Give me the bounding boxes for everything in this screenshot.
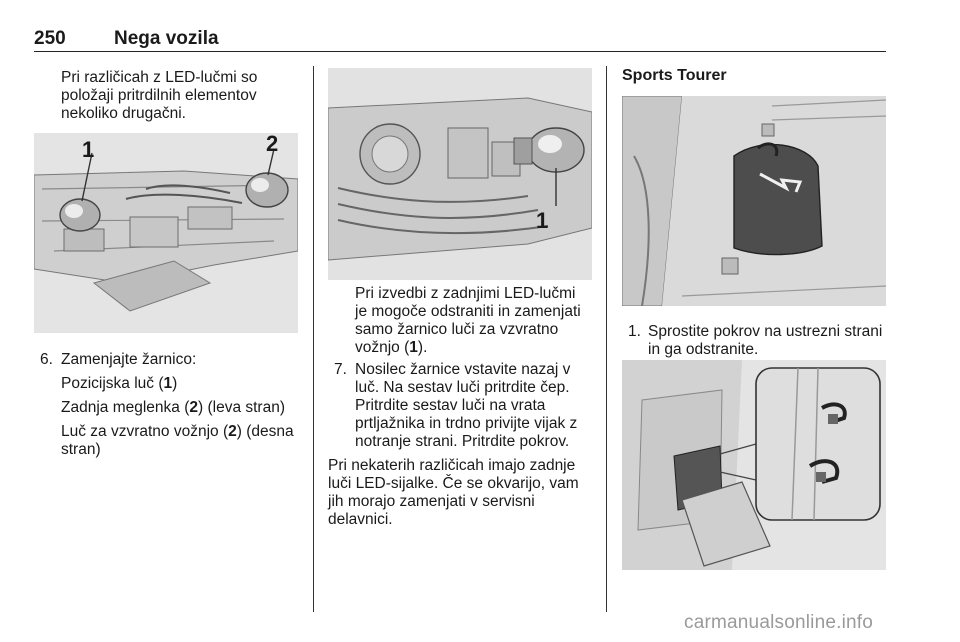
trunk-cover-figure	[622, 96, 886, 306]
callout-label-1: 1	[82, 137, 95, 162]
step-1-line-2: in ga odstranite.	[648, 341, 759, 358]
step-6-text: Zamenjajte žarnico:	[61, 351, 197, 368]
trunk-panel-figure	[622, 360, 886, 570]
trunk-panel-illustration	[622, 360, 886, 570]
step-7-line-3: Pritrdite sestav luči na vrata	[355, 397, 546, 414]
step-7-line-5: notranje strani. Pritrdite pokrov.	[355, 433, 570, 450]
step-6-item-1: Pozicijska luč (1)	[61, 375, 178, 392]
page-number: 250	[34, 28, 66, 49]
intro-line-3: nekoliko drugačni.	[61, 105, 186, 122]
intro-line-1: Pri različicah z LED-lučmi so	[61, 69, 258, 86]
paragraph-line-1: Pri nekaterih različicah imajo zadnje	[328, 457, 576, 474]
note-line-1: Pri izvedbi z zadnjimi LED-lučmi	[355, 285, 576, 302]
step-6-item-3-line-2: stran)	[61, 441, 101, 458]
step-7-line-4: prtljažnika in trdno privijte vijak z	[355, 415, 578, 432]
callout-label-1: 1	[536, 208, 549, 233]
step-6	[40, 350, 197, 369]
intro-line-2: položaji pritrdilnih elementov	[61, 87, 257, 104]
page-header	[34, 26, 886, 52]
step-6-number: 6.	[40, 351, 53, 368]
note-line-2: je mogoče odstraniti in zamenjati	[355, 303, 581, 320]
step-6-item-2: Zadnja meglenka (2) (leva stran)	[61, 399, 285, 416]
paragraph-line-4: delavnici.	[328, 511, 393, 528]
taillight-led-figure	[34, 133, 298, 333]
column-divider-2	[606, 66, 607, 612]
watermark-text: carmanualsonline.info	[684, 612, 874, 633]
taillight-led-illustration	[34, 133, 298, 333]
trunk-cover-illustration	[622, 96, 886, 306]
step-7-line-2: luč. Na sestav luči pritrdite čep.	[355, 379, 570, 396]
paragraph-line-2: luči LED-sijalke. Če se okvarijo, vam	[328, 475, 579, 492]
reversing-lamp-figure	[328, 68, 592, 280]
step-6-item-3: Luč za vzvratno vožnjo (2) (desna	[61, 423, 294, 440]
section-title: Sports Tourer	[622, 67, 727, 84]
step-7-line-1: Nosilec žarnice vstavite nazaj v	[355, 361, 571, 378]
note-line-3: samo žarnico luči za vzvratno	[355, 321, 559, 338]
note-line-4: vožnjo (1).	[355, 339, 428, 356]
paragraph-line-3: jih morajo zamenjati v servisni	[328, 493, 535, 510]
step-7-number: 7.	[334, 361, 347, 378]
column-divider-1	[313, 66, 314, 612]
step-1-line-1: Sprostite pokrov na ustrezni strani	[648, 323, 883, 340]
step-1-number: 1.	[628, 323, 641, 340]
reversing-lamp-illustration	[328, 68, 592, 280]
chapter-title: Nega vozila	[114, 28, 219, 49]
callout-label-2: 2	[266, 133, 279, 156]
